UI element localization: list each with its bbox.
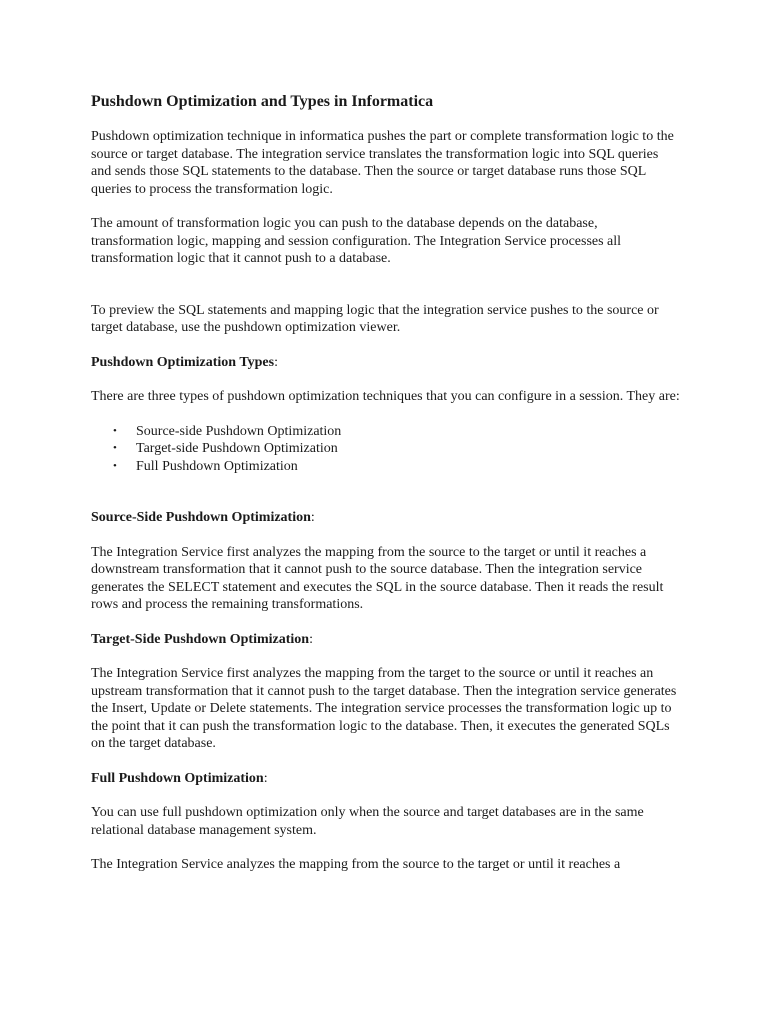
intro-paragraph-1: Pushdown optimization technique in informatica pushes the part or complete transformation logic to the source or target database. The integration service translates the transformation logic into SQL queries and sends those SQL statements to the database. Then the source or target database runs those SQL queries to process the transformation logic. — [91, 129, 674, 197]
list-item — [113, 423, 681, 441]
types-heading-text: Pushdown Optimization Types — [91, 354, 275, 370]
full-body-1: You can use full pushdown optimization only when the source and target databases are in the same relational database management system. — [91, 805, 644, 838]
source-side-body: The Integration Service first analyzes the mapping from the source to the target or until it reaches a downstream transformation that it cannot push to the source database. Then the integration service generates the SELECT statement and executes the SQL in the source database. Then it reads the result rows and process the remaining transformations. — [91, 544, 664, 612]
bullet-icon: • — [113, 424, 117, 437]
full-heading-text: Full Pushdown Optimization — [91, 770, 264, 786]
target-side-heading-suffix: : — [309, 631, 313, 647]
types-intro: There are three types of pushdown optimization techniques that you can configure in a session. They are: — [91, 389, 680, 404]
source-side-heading-suffix: : — [310, 510, 315, 525]
types-list — [91, 423, 681, 476]
document-title: Pushdown Optimization and Types in Informatica — [91, 93, 434, 110]
target-side-heading — [91, 631, 681, 649]
list-item — [113, 440, 681, 458]
types-heading-suffix: : — [274, 354, 278, 370]
full-heading-suffix: : — [263, 770, 268, 786]
target-side-body: The Integration Service first analyzes the mapping from the target to the source or until it reaches an upstream transformation that it cannot push to the target database. Then the integration service generates the Insert, Update or Delete statements. The integration service processes the transformation logic up to the point that it can push the transformation logic to the database. Then, it executes the generated SQLs on the target database. — [91, 666, 677, 751]
list-item-text: Source-side Pushdown Optimization — [136, 423, 342, 439]
full-heading — [91, 770, 681, 788]
full-body-2: The Integration Service analyzes the mapping from the source to the target or until it reaches a — [91, 857, 621, 872]
bullet-icon: • — [113, 442, 117, 454]
bullet-icon: • — [113, 459, 117, 472]
list-item — [113, 458, 681, 476]
source-side-heading-text: Source-Side Pushdown Optimization — [91, 510, 311, 525]
target-side-heading-text: Target-Side Pushdown Optimization — [91, 631, 310, 647]
document-body — [91, 92, 681, 891]
intro-paragraph-3: To preview the SQL statements and mapping logic that the integration service pushes to the source or target database, use the pushdown optimization viewer. — [91, 302, 659, 335]
types-heading — [91, 354, 681, 372]
list-item-text: Full Pushdown Optimization — [136, 458, 298, 474]
intro-paragraph-2: The amount of transformation logic you can push to the database depends on the database, transformation logic, mapping and session configuration. The Integration Service processes all transformation logic that it cannot push to a database. — [91, 216, 622, 266]
source-side-heading — [91, 509, 681, 527]
list-item-text: Target-side Pushdown Optimization — [136, 441, 338, 456]
